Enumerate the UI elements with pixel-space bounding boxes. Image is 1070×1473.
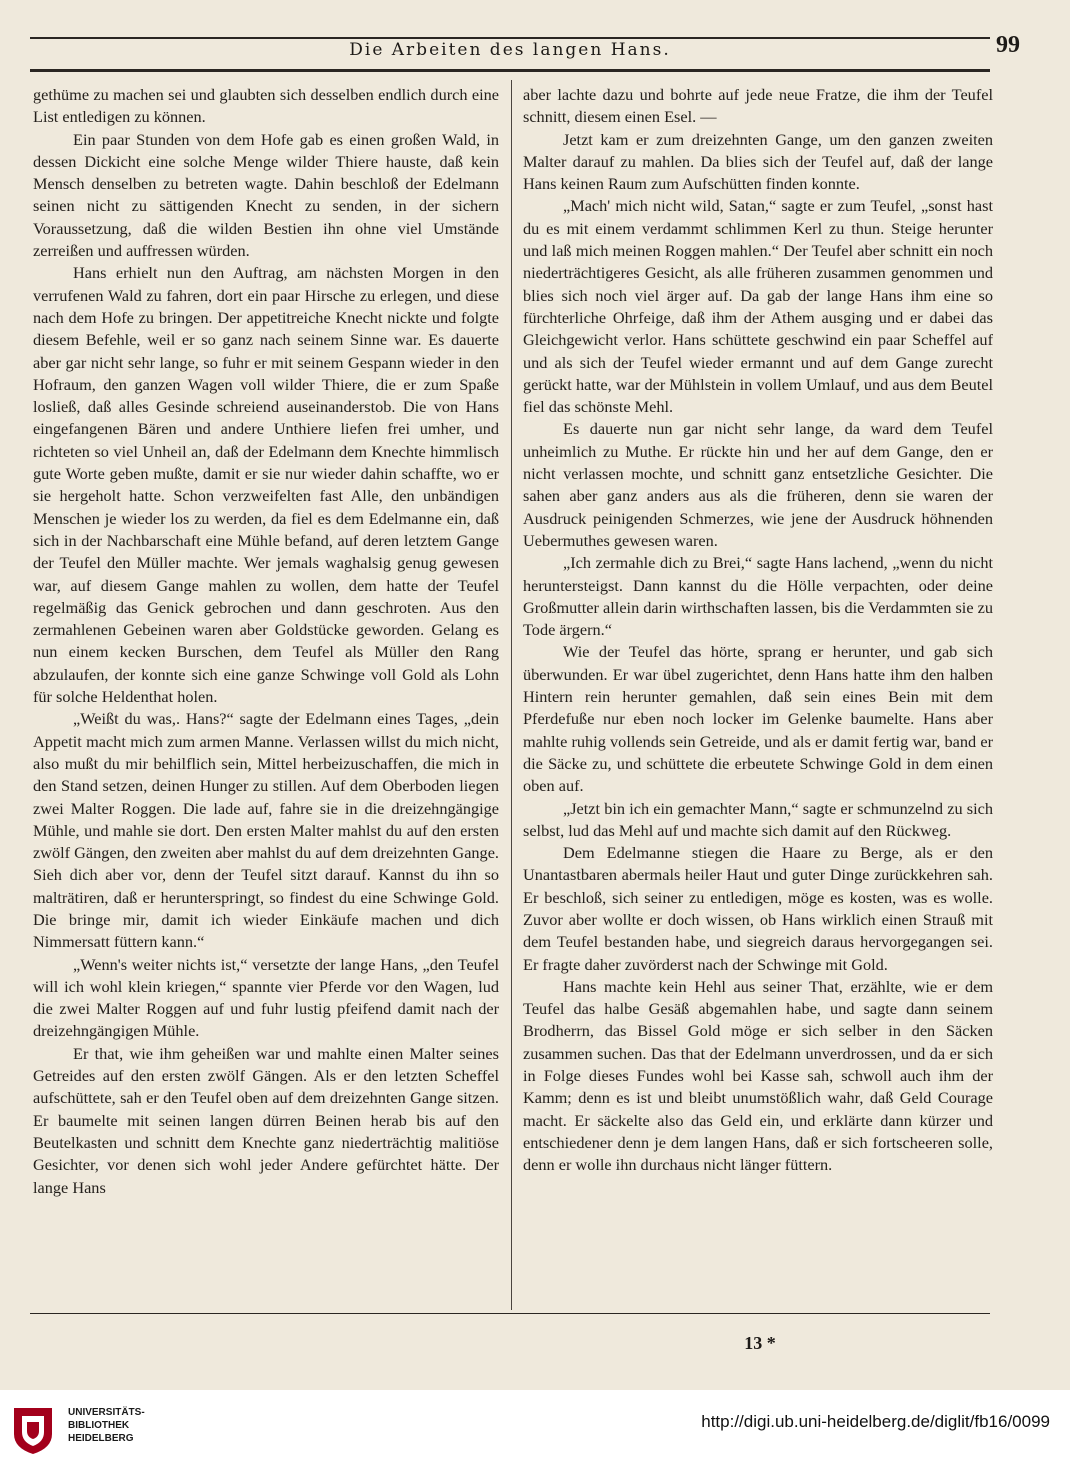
page-number: 99: [996, 32, 1020, 58]
footer-rule: [30, 1313, 990, 1314]
column-divider: [511, 80, 512, 1310]
paragraph: Wie der Teufel das hörte, sprang er herunter, und gab sich überwunden. Er war übel zugerichtet, denn Hans hatte ihm den halben Hintern rein herunter gemahlen, daß sein eines Bein mit dem Pferdefuße nur eben noch locker im Gelenke baumelte. Hans aber mahlte ruhig vollends sein Getreide, und als er damit fertig war, band er die Säcke zu, und schüttete die erbeutete Schwinge Gold in dem einen oben auf.: [523, 642, 993, 796]
paragraph: „Ich zermahle dich zu Brei,“ sagte Hans lachend, „wenn du nicht heruntersteigst. Dann kannst du die Hölle verpachten, oder deine Großmutter allein darin wirthschaften lassen, bis die Verdammten sie zu Tode ärgern.“: [523, 553, 993, 640]
university-seal-icon: [10, 1404, 56, 1456]
text-column-right: [523, 84, 993, 1306]
library-logo[interactable]: [10, 1404, 260, 1460]
paragraph: Es dauerte nun gar nicht sehr lange, da ward dem Teufel unheimlich zu Muthe. Er rückte hin und her auf dem Gange, den er nicht verlassen mochte, und schnitt ganz entsetzliche Gesichter. Die sahen aber ganz anders aus als die früheren, denn sie waren der Ausdruck peinigenden Schmerzes, wie jene der Ausdruck höhnenden Uebermuthes gewesen waren.: [523, 419, 993, 550]
library-name-line: HEIDELBERG: [68, 1433, 134, 1444]
paragraph: aber lachte dazu und bohrte auf jede neue Fratze, die ihm der Teufel schnitt, diesem einen Esel. —: [523, 85, 993, 127]
paragraph: gethüme zu machen sei und glaubten sich desselben endlich durch eine List entledigen zu können.: [33, 85, 499, 127]
library-name: [68, 1406, 145, 1445]
paragraph: Jetzt kam er zum dreizehnten Gange, um den ganzen zweiten Malter darauf zu mahlen. Da blies sich der Teufel auf, daß der lange Hans keinen Raum zum Aufschütten finden konnte.: [523, 129, 993, 194]
viewer-footer: [0, 1390, 1070, 1473]
paragraph: Hans erhielt nun den Auftrag, am nächsten Morgen in den verrufenen Wald zu fahren, dort ein paar Hirsche zu erlegen, und diese nach dem Hofe zu bringen. Der appetitreiche Knecht nickte und folgte diesem Befehle, weil er so ganz nach seinem Sinne war. Es dauerte aber gar nicht sehr lange, so fuhr er mit seinem Gespann wieder in den Hofraum, den ganzen Wagen voll wilder Thiere, die er zum Spaße losließ, daß alles Gesinde schreiend auseinanderstob. Die von Hans eingefangenen Bären und andere Unthiere liefen frei umher, und richteten so viel Unheil an, daß der Edelmann dem Knechte himmlisch gute Worte geben mußte, damit er sie nur wieder dahin schaffte, wo er sie hergeholt hatte. Schon verzweifelten fast Alle, den unbändigen Menschen je wieder los zu werden, da fiel es dem Edelmanne ein, daß sich in der Nachbarschaft eine Mühle befand, auf deren letztem Gange der Teufel den Müller machte. Wer jemals waghalsig genug gewesen war, auf diesem Gange mahlen zu wollen, dem hatte der Teufel regelmäßig das Genick gebrochen und dann geschroten. Aus den zermahlenen Gebeinen waren aber Goldstücke geworden. Gelang es nun einem kecken Burschen, dem Teufel als Müller den Rang abzulaufen, der konnte sich eine ganze Schwinge voll Gold als Lohn für solche Heldenthat holen.: [33, 263, 499, 707]
header-rule-bottom: [30, 69, 990, 72]
paragraph: Ein paar Stunden von dem Hofe gab es einen großen Wald, in dessen Dickicht eine solche Menge wilder Thiere hauste, daß kein Mensch denselben zu betreten wagte. Dahin beschloß der Edelmann seinen nicht zu sättigenden Knecht zu senden, in der sichern Voraussetzung, daß die wilden Bestien ihn ohne viel Umstände zerreißen und auffressen würden.: [33, 129, 499, 261]
paragraph: Dem Edelmanne stiegen die Haare zu Berge, als er den Unantastbaren abermals heiler Haut und guter Dinge zurückkehren sah. Er beschloß, sich seiner zu entledigen, möge es kosten, was es wolle. Zuvor aber wollte er doch wissen, ob Hans wirklich einen Strauß mit dem Teufel bestanden habe, und siegreich daraus hervorgegangen sei. Er fragte daher zuvörderst nach der Schwinge mit Gold.: [523, 843, 993, 974]
paragraph: „Wenn's weiter nichts ist,“ versetzte der lange Hans, „den Teufel will ich wohl klein kriegen,“ spannte vier Pferde vor den Wagen, lud die zwei Malter Roggen auf und fuhr lustig pfeifend damit nach der dreizehngängigen Mühle.: [33, 954, 499, 1041]
paragraph: „Jetzt bin ich ein gemachter Mann,“ sagte er schmunzelnd zu sich selbst, lud das Mehl auf und machte sich damit auf den Rückweg.: [523, 798, 993, 840]
paragraph: „Mach' mich nicht wild, Satan,“ sagte er zum Teufel, „sonst hast du es mit einem verdammt schlimmen Kerl zu thun. Steige herunter und laß mich meinen Roggen mahlen.“ Der Teufel aber schnitt ein noch niederträchtigeres Gesicht, als alle früheren zusammen genommen und blies sich noch viel ärger auf. Da gab der lange Hans ihm eine so fürchterliche Ohrfeige, daß ihm der Athem ausging und er dabei das Gleichgewicht verlor. Hans schüttete geschwind ein paar Scheffel auf und als sich der Teufel wieder ermannt und auf dem Gange zurecht gerückt hatte, war der Mühlstein in vollem Umlauf, und aus dem Beutel fiel das schönste Mehl.: [523, 196, 993, 417]
library-name-line: UNIVERSITÄTS-: [68, 1407, 145, 1418]
paragraph: Hans machte kein Hehl aus seiner That, erzählte, wie er dem Teufel das halbe Gesäß abgemahlen habe, und sagte dann seinem Brodherrn, das Bissel Gold möge er sich selber in den Säcken zusammen suchen. Das that der Edelmann unverdrossen, und da er sich in Folge dieses Fundes wohl bei Kasse sah, schwoll auch ihm der Kamm; denn es ist und bleibt unumstößlich wahr, daß Geld Courage macht. Er säckelte also das Geld ein, und erklärte dann kürzer und entschiedener denn je dem langen Hans, daß er sich fortscheeren solle, denn er wolle ihn durchaus nicht länger füttern.: [523, 976, 993, 1175]
paragraph: „Weißt du was,. Hans?“ sagte der Edelmann eines Tages, „dein Appetit macht mich zum armen Manne. Verlassen willst du mich nicht, also mußt du mir behilflich sein, Mittel herbeizuschaffen, die mich in den Stand setzen, deinen Hunger zu stillen. Auf dem Oberboden liegen zwei Malter Roggen. Die lade auf, fahre sie in die dreizehngängige Mühle, und mahle sie dort. Den ersten Malter mahlst du auf den ersten zwölf Gängen, den zweiten aber mahlst du auf dem dreizehnten Gange. Sieh dich aber vor, denn der Teufel sitzt darauf. Kannst du ihn so malträtiren, daß er herunterspringt, so findest du eine Schwinge Gold. Die bringe mir, damit ich wieder Einkäufe machen und dich Nimmersatt füttern kann.“: [33, 709, 499, 952]
source-url[interactable]: http://digi.ub.uni-heidelberg.de/diglit/fb16/0099: [701, 1412, 1050, 1431]
paragraph: Er that, wie ihm geheißen war und mahlte einen Malter seines Getreides auf den ersten zwölf Gängen. Als er den letzten Scheffel aufschüttete, sah er den Teufel oben auf dem dreizehnten Gange sitzen. Er baumelte mit seinen langen dürren Beinen herab bis auf den Beutelkasten und schnitt dem Knechte ganz niederträchtig malitiöse Gesichter, vor denen sich wohl jeder Andere gefürchtet hätte. Der lange Hans: [33, 1043, 499, 1197]
header-rule-top: [30, 37, 990, 39]
text-column-left: [33, 84, 499, 1306]
running-title: Die Arbeiten des langen Hans.: [349, 40, 671, 60]
library-name-line: BIBLIOTHEK: [68, 1420, 130, 1431]
signature-mark: 13 *: [744, 1333, 776, 1353]
